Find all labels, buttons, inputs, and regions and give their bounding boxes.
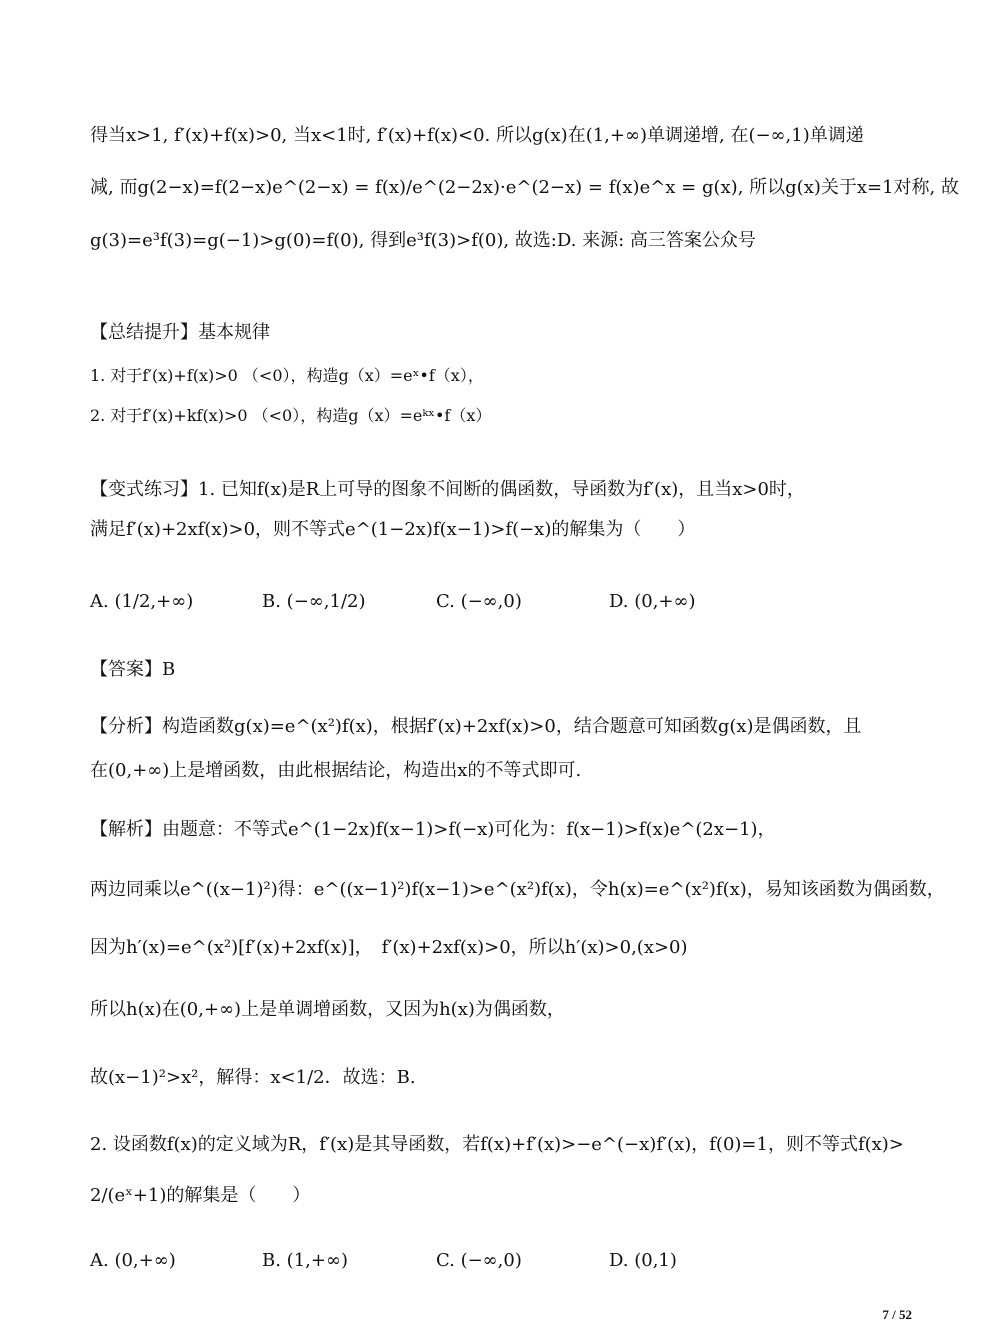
option-a-1: A. (1/2,+∞): [90, 591, 194, 612]
solution-line-2: 两边同乘以e^((x−1)²)得：e^((x−1)²)f(x−1)>e^(x²)f(x)，令h(x)=e^(x²)f(x)，易知该函数为偶函数，: [90, 879, 945, 900]
text-line-1: 得当x>1, f′(x)+f(x)>0, 当x<1时, f′(x)+f(x)<0. 所以g(x)在(1,+∞)单调递增, 在(−∞,1)单调递: [90, 125, 864, 146]
analysis-line-1: 【分析】构造函数g(x)=e^(x²)f(x)，根据f′(x)+2xf(x)>0，结合题意可知函数g(x)是偶函数，且: [90, 716, 862, 737]
answer-line: 【答案】B: [90, 659, 176, 680]
option-c-2: C. (−∞,0): [436, 1250, 522, 1271]
exercise-2-line-1: 2. 设函数f(x)的定义域为R，f′(x)是其导函数，若f(x)+f′(x)>−e^(−x)f′(x)，f(0)=1，则不等式f(x)>: [90, 1134, 904, 1155]
exercise-2-line-2: 2/(eˣ+1)的解集是（ ）: [90, 1185, 311, 1206]
exercise-1-line-2: 满足f′(x)+2xf(x)>0，则不等式e^(1−2x)f(x−1)>f(−x)的解集为（ ）: [90, 519, 696, 540]
page-number: 7 / 52: [882, 1307, 912, 1322]
text-line-2: 减, 而g(2−x)=f(2−x)e^(2−x) = f(x)/e^(2−2x)·e^(2−x) = f(x)e^x = g(x), 所以g(x)关于x=1对称, 故: [90, 177, 959, 198]
text-line-3: g(3)=e³f(3)=g(−1)>g(0)=f(0), 得到e³f(3)>f(0), 故选:D. 来源: 高三答案公众号: [90, 230, 756, 251]
option-d-1: D. (0,+∞): [609, 591, 696, 612]
solution-line-3: 因为h′(x)=e^(x²)[f′(x)+2xf(x)]， f′(x)+2xf(x)>0，所以h′(x)>0,(x>0): [90, 937, 688, 958]
analysis-line-2: 在(0,+∞)上是增函数，由此根据结论，构造出x的不等式即可.: [90, 760, 582, 781]
option-d-2: D. (0,1): [609, 1250, 677, 1271]
section-heading-summary: 【总结提升】基本规律: [90, 322, 270, 343]
solution-line-4: 所以h(x)在(0,+∞)上是单调增函数，又因为h(x)为偶函数，: [90, 999, 565, 1020]
option-b-2: B. (1,+∞): [262, 1250, 348, 1271]
option-c-1: C. (−∞,0): [436, 591, 522, 612]
exercise-1-line-1: 【变式练习】1. 已知f(x)是R上可导的图象不间断的偶函数，导函数为f′(x)，且当x>0时，: [90, 479, 805, 500]
option-a-2: A. (0,+∞): [90, 1250, 176, 1271]
rule-2: 2. 对于f′(x)+kf(x)>0 （<0），构造g（x）=eᵏˣ•f（x）: [90, 406, 492, 425]
rule-1: 1. 对于f′(x)+f(x)>0 （<0），构造g（x）=eˣ•f（x），: [90, 366, 484, 385]
solution-line-5: 故(x−1)²>x²，解得：x<1/2．故选：B.: [90, 1067, 416, 1088]
solution-line-1: 【解析】由题意：不等式e^(1−2x)f(x−1)>f(−x)可化为：f(x−1)>f(x)e^(2x−1)，: [90, 819, 776, 840]
option-b-1: B. (−∞,1/2): [262, 591, 366, 612]
